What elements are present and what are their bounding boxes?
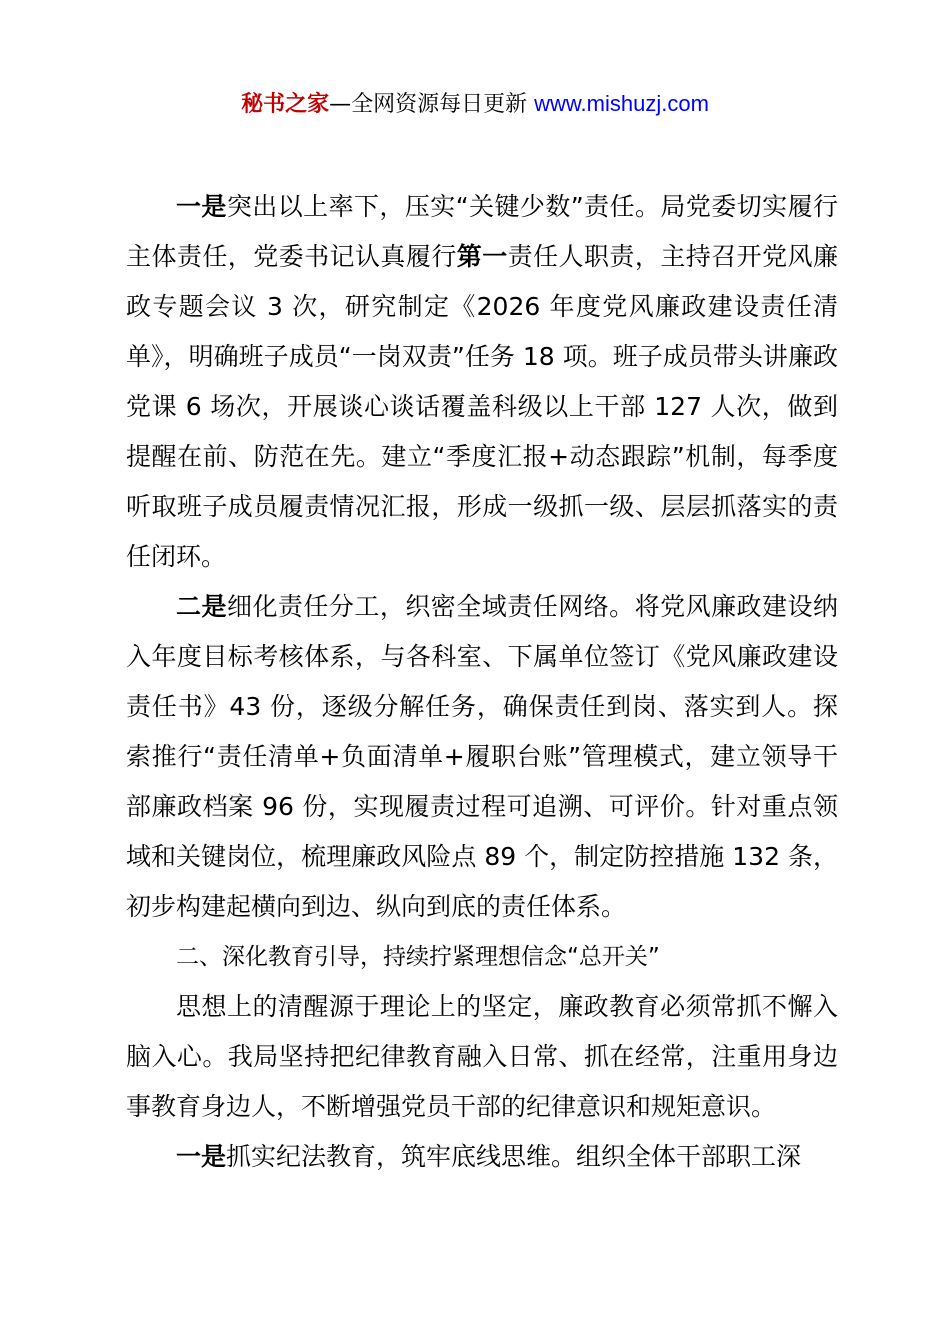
paragraph-4 bbox=[126, 1132, 838, 1182]
paragraph-1 bbox=[126, 182, 838, 582]
paragraph-3-text: 思想上的清醒源于理论上的坚定，廉政教育必须常抓不懈入脑入心。我局坚持把纪律教育融入日常、抓在经常，注重用身边事教育身边人，不断增强党员干部的纪律意识和规矩意识。 bbox=[126, 992, 838, 1121]
paragraph-4-text: 抓实纪法教育，筑牢底线思维。组织全体干部职工深 bbox=[226, 1142, 802, 1171]
brand-name: 秘书之家 bbox=[241, 92, 330, 117]
paragraph-2 bbox=[126, 582, 838, 932]
section-heading-2: 二、深化教育引导，持续拧紧理想信念“总开关” bbox=[176, 944, 660, 970]
paragraph-1-lead: 一是 bbox=[176, 192, 227, 221]
document-body bbox=[126, 182, 838, 1182]
paragraph-1-text-a: 突出以上率下，压实“关键少数”责任。局党委切实履行主体责任，党委书记认真履行 bbox=[126, 192, 838, 271]
paragraph-3 bbox=[126, 982, 838, 1132]
site-url-link[interactable]: www.mishuzj.com bbox=[534, 91, 709, 116]
paragraph-1-bold-mid: 第一 bbox=[456, 242, 508, 271]
paragraph-4-lead: 一是 bbox=[176, 1142, 227, 1171]
header-tagline: —全网资源每日更新 bbox=[329, 92, 535, 117]
site-header bbox=[0, 88, 950, 121]
paragraph-1-text-b: 责任人职责，主持召开党风廉政专题会议 3 次，研究制定《2026 年度党风廉政建设责任清单》，明确班子成员“一岗双责”任务 18 项。班子成员带头讲廉政党课 6 场次，开展谈心谈话覆盖科级以上干部 127 人次，做到提醒在前、防范在先。建立“季度汇报+动态跟踪”机制，每季度听取班子成员履责情况汇报，形成一级抓一级、层层抓落实的责任闭环。 bbox=[126, 242, 838, 571]
paragraph-2-lead: 二是 bbox=[176, 592, 227, 621]
paragraph-2-text: 细化责任分工，织密全域责任网络。将党风廉政建设纳入年度目标考核体系，与各科室、下属单位签订《党风廉政建设责任书》43 份，逐级分解任务，确保责任到岗、落实到人。探索推行“责任清单+负面清单+履职台账”管理模式，建立领导干部廉政档案 96 份，实现履责过程可追溯、可评价。针对重点领域和关键岗位，梳理廉政风险点 89 个，制定防控措施 132 条，初步构建起横向到边、纵向到底的责任体系。 bbox=[126, 592, 838, 921]
